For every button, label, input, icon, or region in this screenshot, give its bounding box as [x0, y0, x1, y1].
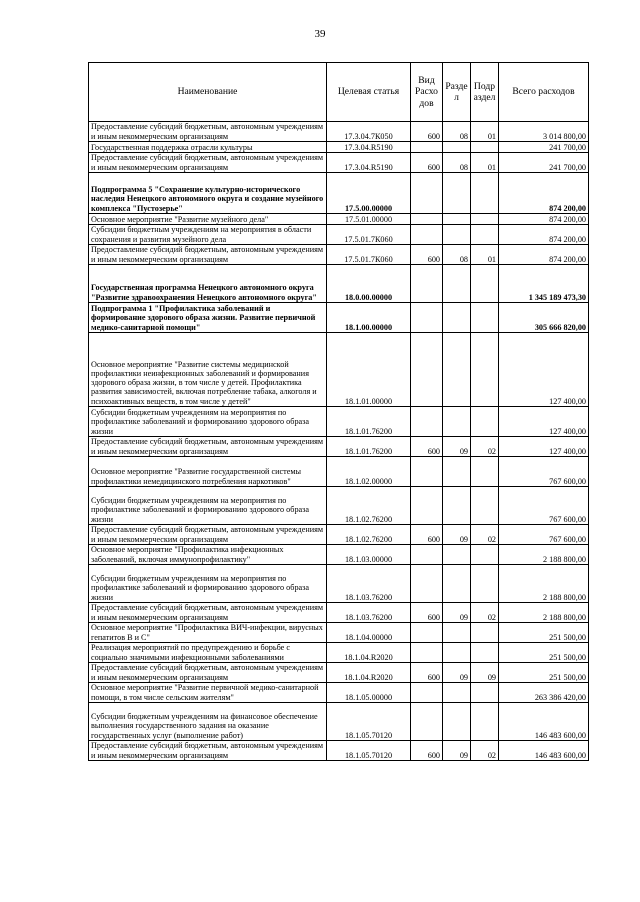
row-razdel: 09 [443, 741, 471, 761]
row-total: 305 666 820,00 [499, 303, 589, 333]
header-name: Наименование [89, 63, 327, 122]
header-total: Всего расходов [499, 63, 589, 122]
row-podrazdel: 02 [471, 603, 499, 623]
row-podrazdel: 01 [471, 153, 499, 173]
row-podrazdel [471, 565, 499, 603]
row-razdel [443, 565, 471, 603]
table-row [89, 525, 589, 545]
row-total: 127 400,00 [499, 437, 589, 457]
row-vid [411, 214, 443, 225]
row-podrazdel [471, 703, 499, 741]
row-total: 767 600,00 [499, 457, 589, 487]
row-razdel [443, 333, 471, 407]
row-code: 17.5.01.7К060 [327, 245, 411, 265]
row-podrazdel: 01 [471, 245, 499, 265]
row-vid: 600 [411, 437, 443, 457]
table-row [89, 333, 589, 407]
row-total: 263 386 420,00 [499, 683, 589, 703]
row-name: Основное мероприятие "Развитие государственной системы профилактики немедицинского потребления наркотиков" [89, 457, 327, 487]
row-code: 18.1.00.00000 [327, 303, 411, 333]
row-podrazdel [471, 407, 499, 437]
row-vid: 600 [411, 741, 443, 761]
table-row [89, 643, 589, 663]
row-name: Подпрограмма 1 "Профилактика заболеваний и формирование здорового образа жизни. Развитие первичной медико-санитарной помощи" [89, 303, 327, 333]
row-vid: 600 [411, 245, 443, 265]
row-razdel: 09 [443, 437, 471, 457]
row-razdel [443, 214, 471, 225]
row-podrazdel [471, 683, 499, 703]
row-code: 18.1.03.76200 [327, 603, 411, 623]
table-row [89, 122, 589, 142]
row-vid [411, 457, 443, 487]
row-podrazdel [471, 303, 499, 333]
row-code: 18.1.01.76200 [327, 437, 411, 457]
row-code: 18.1.04.R2020 [327, 663, 411, 683]
row-vid [411, 407, 443, 437]
row-total: 767 600,00 [499, 487, 589, 525]
table-row [89, 153, 589, 173]
row-total: 3 014 800,00 [499, 122, 589, 142]
row-code: 18.1.02.00000 [327, 457, 411, 487]
row-podrazdel [471, 487, 499, 525]
row-podrazdel [471, 457, 499, 487]
row-vid [411, 173, 443, 214]
row-razdel [443, 683, 471, 703]
table-row [89, 142, 589, 153]
row-name: Основное мероприятие "Развитие системы медицинской профилактики неинфекционных заболеваний и формирования здорового образа жизни, в том числе у детей. Профилактика развития зависимостей, включая потребление табака, алкоголя и психоактивных веществ, в том числе у детей" [89, 333, 327, 407]
row-vid [411, 225, 443, 245]
row-code: 17.3.04.7К050 [327, 122, 411, 142]
table-row [89, 623, 589, 643]
row-name: Предоставление субсидий бюджетным, автономным учреждениям и иным некоммерческим организациям [89, 663, 327, 683]
row-podrazdel [471, 225, 499, 245]
row-podrazdel [471, 142, 499, 153]
row-razdel [443, 173, 471, 214]
row-total: 874 200,00 [499, 245, 589, 265]
row-name: Предоставление субсидий бюджетным, автономным учреждениям и иным некоммерческим организациям [89, 153, 327, 173]
budget-table [88, 62, 589, 761]
header-razdel: Разде л [443, 63, 471, 122]
row-name: Предоставление субсидий бюджетным, автономным учреждениям и иным некоммерческим организациям [89, 245, 327, 265]
table-row [89, 225, 589, 245]
row-code: 18.1.03.00000 [327, 545, 411, 565]
row-name: Основное мероприятие "Профилактика инфекционных заболеваний, включая иммунопрофилактику" [89, 545, 327, 565]
row-vid [411, 565, 443, 603]
row-code: 18.1.01.76200 [327, 407, 411, 437]
row-name: Предоставление субсидий бюджетным, автономным учреждениям и иным некоммерческим организациям [89, 603, 327, 623]
table-row [89, 683, 589, 703]
row-total: 767 600,00 [499, 525, 589, 545]
row-total: 146 483 600,00 [499, 703, 589, 741]
row-vid [411, 303, 443, 333]
table-body [89, 122, 589, 761]
row-code: 18.1.05.70120 [327, 703, 411, 741]
header-vid: Вид Расхо дов [411, 63, 443, 122]
table-row [89, 214, 589, 225]
page-number: 39 [314, 28, 326, 40]
row-code: 18.0.00.00000 [327, 265, 411, 303]
header-code: Целевая статья [327, 63, 411, 122]
row-razdel: 09 [443, 663, 471, 683]
table-row [89, 457, 589, 487]
row-razdel [443, 623, 471, 643]
row-total: 241 700,00 [499, 153, 589, 173]
table-row [89, 545, 589, 565]
row-razdel [443, 457, 471, 487]
table-row [89, 303, 589, 333]
row-code: 18.1.03.76200 [327, 565, 411, 603]
row-name: Субсидии бюджетным учреждениям на мероприятия по профилактике заболеваний и формированию здорового образа жизни [89, 487, 327, 525]
row-code: 18.1.01.00000 [327, 333, 411, 407]
row-total: 251 500,00 [499, 663, 589, 683]
table-row [89, 407, 589, 437]
row-podrazdel: 09 [471, 663, 499, 683]
row-podrazdel [471, 623, 499, 643]
table-row [89, 487, 589, 525]
table-row [89, 741, 589, 761]
row-name: Государственная поддержка отрасли культуры [89, 142, 327, 153]
row-razdel [443, 407, 471, 437]
row-podrazdel [471, 265, 499, 303]
row-code: 17.3.04.R5190 [327, 142, 411, 153]
table-row [89, 603, 589, 623]
row-razdel [443, 142, 471, 153]
row-total: 2 188 800,00 [499, 545, 589, 565]
row-vid: 600 [411, 525, 443, 545]
row-vid: 600 [411, 153, 443, 173]
row-total: 874 200,00 [499, 225, 589, 245]
row-vid [411, 333, 443, 407]
row-podrazdel [471, 173, 499, 214]
row-podrazdel: 02 [471, 741, 499, 761]
row-podrazdel [471, 333, 499, 407]
row-code: 17.5.00.00000 [327, 173, 411, 214]
row-razdel [443, 225, 471, 245]
table-row [89, 245, 589, 265]
row-podrazdel: 01 [471, 122, 499, 142]
row-total: 146 483 600,00 [499, 741, 589, 761]
row-code: 18.1.04.R2020 [327, 643, 411, 663]
row-razdel: 09 [443, 525, 471, 545]
row-name: Предоставление субсидий бюджетным, автономным учреждениям и иным некоммерческим организациям [89, 122, 327, 142]
row-total: 127 400,00 [499, 333, 589, 407]
row-podrazdel [471, 214, 499, 225]
row-razdel: 08 [443, 122, 471, 142]
row-total: 251 500,00 [499, 643, 589, 663]
row-name: Субсидии бюджетным учреждениям на мероприятия по профилактике заболеваний и формированию здорового образа жизни [89, 407, 327, 437]
row-total: 251 500,00 [499, 623, 589, 643]
row-total: 127 400,00 [499, 407, 589, 437]
row-vid [411, 487, 443, 525]
row-vid: 600 [411, 603, 443, 623]
table-row [89, 703, 589, 741]
row-name: Подпрограмма 5 "Сохранение культурно-исторического наследия Ненецкого автономного округа и создание музейного комплекса "Пустозерье" [89, 173, 327, 214]
row-razdel: 08 [443, 153, 471, 173]
row-vid [411, 265, 443, 303]
row-vid [411, 683, 443, 703]
row-razdel [443, 303, 471, 333]
row-vid [411, 142, 443, 153]
row-name: Основное мероприятие "Развитие первичной медико-санитарной помощи, в том числе сельским жителям" [89, 683, 327, 703]
row-name: Предоставление субсидий бюджетным, автономным учреждениям и иным некоммерческим организациям [89, 437, 327, 457]
row-total: 874 200,00 [499, 214, 589, 225]
table-row [89, 173, 589, 214]
row-total: 874 200,00 [499, 173, 589, 214]
row-name: Государственная программа Ненецкого автономного округа "Развитие здравоохранения Ненецкого автономного округа" [89, 265, 327, 303]
row-razdel [443, 545, 471, 565]
table-header-row [89, 63, 589, 122]
row-code: 18.1.02.76200 [327, 525, 411, 545]
row-code: 18.1.05.00000 [327, 683, 411, 703]
row-total: 2 188 800,00 [499, 565, 589, 603]
row-code: 18.1.05.70120 [327, 741, 411, 761]
row-vid [411, 545, 443, 565]
row-vid [411, 623, 443, 643]
row-code: 17.5.01.00000 [327, 214, 411, 225]
row-name: Реализация мероприятий по предупреждению и борьбе с социально значимыми инфекционными заболеваниями [89, 643, 327, 663]
row-total: 1 345 189 473,30 [499, 265, 589, 303]
row-name: Субсидии бюджетным учреждениям на мероприятия в области сохранения и развития музейного дела [89, 225, 327, 245]
row-razdel [443, 703, 471, 741]
row-razdel: 08 [443, 245, 471, 265]
row-razdel: 09 [443, 603, 471, 623]
table-row [89, 663, 589, 683]
row-razdel [443, 265, 471, 303]
row-total: 2 188 800,00 [499, 603, 589, 623]
row-podrazdel [471, 643, 499, 663]
table-row [89, 437, 589, 457]
row-name: Предоставление субсидий бюджетным, автономным учреждениям и иным некоммерческим организациям [89, 525, 327, 545]
row-vid [411, 643, 443, 663]
row-name: Основное мероприятие "Профилактика ВИЧ-инфекции, вирусных гепатитов В и С" [89, 623, 327, 643]
row-code: 18.1.02.76200 [327, 487, 411, 525]
row-name: Предоставление субсидий бюджетным, автономным учреждениям и иным некоммерческим организациям [89, 741, 327, 761]
row-podrazdel [471, 545, 499, 565]
header-podrazdel: Подр аздел [471, 63, 499, 122]
table-row [89, 565, 589, 603]
row-podrazdel: 02 [471, 437, 499, 457]
table-row [89, 265, 589, 303]
row-razdel [443, 643, 471, 663]
row-code: 17.5.01.7К060 [327, 225, 411, 245]
row-podrazdel: 02 [471, 525, 499, 545]
row-vid: 600 [411, 122, 443, 142]
row-name: Субсидии бюджетным учреждениям на мероприятия по профилактике заболеваний и формированию здорового образа жизни [89, 565, 327, 603]
row-vid: 600 [411, 663, 443, 683]
row-name: Основное мероприятие "Развитие музейного дела" [89, 214, 327, 225]
row-total: 241 700,00 [499, 142, 589, 153]
row-vid [411, 703, 443, 741]
row-code: 17.3.04.R5190 [327, 153, 411, 173]
row-razdel [443, 487, 471, 525]
row-code: 18.1.04.00000 [327, 623, 411, 643]
row-name: Субсидии бюджетным учреждениям на финансовое обеспечение выполнения государственного задания на оказание государственных услуг (выполнение работ) [89, 703, 327, 741]
